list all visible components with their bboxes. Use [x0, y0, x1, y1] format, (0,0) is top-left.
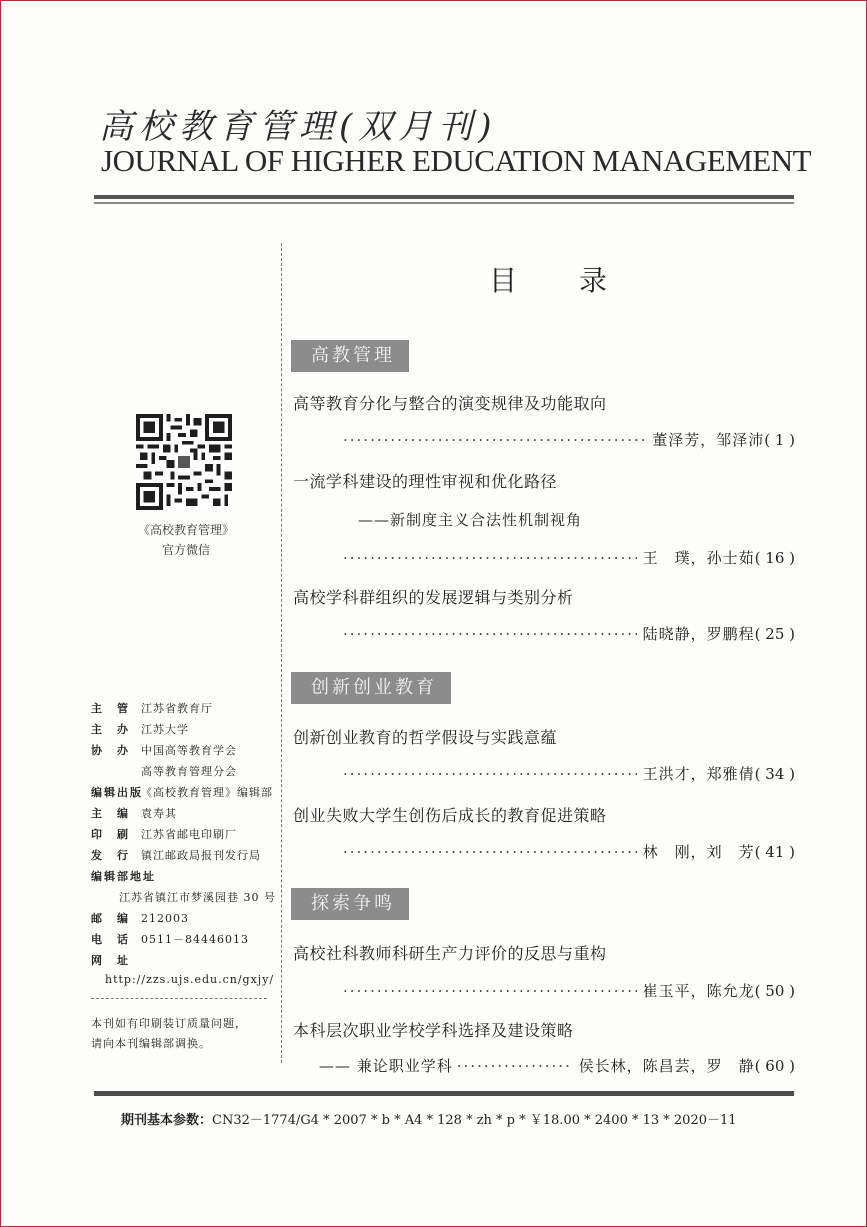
info-row [91, 826, 237, 842]
article-subtitle: ——新制度主义合法性机制视角 [358, 511, 583, 529]
info-value: 江苏省镇江市梦溪园巷 30 号 [119, 891, 276, 904]
info-value: 中国高等教育学会 [141, 744, 237, 757]
info-row [91, 700, 213, 716]
info-key: 主 编 [91, 807, 130, 820]
article-page[interactable]: ( 16 ) [754, 549, 795, 567]
masthead-rule [94, 195, 794, 204]
info-key: 邮 编 [91, 912, 130, 925]
info-value: 高等教育管理分会 [141, 765, 237, 778]
journal-parameters [121, 1109, 737, 1128]
article-authors: 陆晓静，罗鹏程 [642, 625, 755, 643]
article-leader-line [343, 841, 795, 863]
article-title[interactable]: 一流学科建设的理性审视和优化路径 [293, 472, 558, 491]
article-leader-line [319, 1055, 795, 1077]
info-key: 发 行 [91, 849, 130, 862]
article-authors: 崔玉平，陈允龙 [642, 982, 755, 1000]
info-value: 江苏省邮电印刷厂 [141, 828, 237, 841]
article-authors: 王 璞，孙士茹 [642, 549, 755, 567]
info-value: 镇江邮政局报刊发行局 [141, 849, 261, 862]
article-title[interactable]: 创业失败大学生创伤后成长的教育促进策略 [293, 806, 607, 825]
qr-code-icon[interactable] [136, 414, 232, 510]
journal-title-cn-text: 高校教育管理 [99, 107, 339, 147]
article-title[interactable]: 高等教育分化与整合的演变规律及功能取向 [293, 394, 607, 413]
leader-dots [343, 765, 637, 783]
section-tag-gaojiao: 高教管理 [291, 340, 409, 372]
info-row [91, 763, 237, 779]
info-key: 编辑出版 [91, 786, 143, 799]
info-row [91, 784, 273, 800]
leader-dots [343, 843, 637, 861]
info-row [91, 742, 237, 758]
info-row [91, 931, 249, 947]
parameters-label: 期刊基本参数： [121, 1113, 213, 1128]
article-title[interactable]: 本科层次职业学校学科选择及建设策略 [293, 1021, 574, 1040]
article-title[interactable]: 创新创业教育的哲学假设与实践意蕴 [293, 728, 558, 747]
article-lead-subtitle: —— 兼论职业学科 [319, 1057, 453, 1075]
article-authors: 王洪才，郑雅倩 [642, 765, 755, 783]
info-divider [91, 998, 267, 999]
parameters-value: CN32－1774/G4 * 2007 * b * A4 * 128 * zh * p * ￥18.00 * 2400 * 13 * 2020－11 [212, 1113, 737, 1128]
article-leader-line [343, 980, 795, 1002]
qr-caption-title: 《高校教育管理》 [137, 523, 234, 537]
article-page[interactable]: ( 34 ) [754, 765, 795, 783]
info-value: 袁寿其 [141, 807, 177, 820]
info-key: 网 址 [91, 954, 130, 967]
journal-title-cn [99, 99, 498, 148]
article-leader-line [343, 623, 795, 645]
info-key: 协 办 [91, 744, 130, 757]
qr-caption-subtitle: 官方微信 [161, 543, 210, 557]
info-row [91, 847, 261, 863]
article-authors: 侯长林，陈昌芸，罗 静 [578, 1057, 755, 1075]
info-value: 江苏大学 [141, 723, 189, 736]
journal-frequency: (双月刊) [339, 107, 498, 147]
info-row [91, 868, 156, 884]
article-authors: 林 刚，刘 芳 [642, 843, 755, 861]
info-row [91, 721, 189, 737]
info-key: 主 管 [91, 702, 130, 715]
toc-heading: 目录 [489, 264, 670, 297]
info-value: 《高校教育管理》编辑部 [141, 786, 273, 799]
section-tag-tansuo: 探索争鸣 [291, 888, 409, 920]
article-page[interactable]: ( 41 ) [754, 843, 795, 861]
article-page[interactable]: ( 1 ) [764, 431, 795, 449]
leader-dots [343, 549, 637, 567]
info-key: 主 办 [91, 723, 130, 736]
article-leader-line [343, 763, 795, 785]
info-row [91, 952, 141, 968]
article-title[interactable]: 高校社科教师科研生产力评价的反思与重构 [293, 944, 607, 963]
info-row [91, 910, 189, 926]
leader-dots [457, 1057, 573, 1075]
article-leader-line [343, 429, 795, 451]
leader-dots [343, 625, 637, 643]
info-key: 电 话 [91, 933, 130, 946]
article-page[interactable]: ( 60 ) [754, 1057, 795, 1075]
notice-line: 请向本刊编辑部调换。 [91, 1037, 211, 1050]
article-title[interactable]: 高校学科群组织的发展逻辑与类别分析 [293, 588, 574, 607]
website-link[interactable]: http://zzs.ujs.edu.cn/gxjy/ [105, 973, 275, 986]
notice-line: 本刊如有印刷装订质量问题， [91, 1017, 247, 1030]
article-page[interactable]: ( 50 ) [754, 982, 795, 1000]
info-key: 印 刷 [91, 828, 130, 841]
info-row [105, 973, 274, 986]
article-page[interactable]: ( 25 ) [754, 625, 795, 643]
section-tag-chuangxin: 创新创业教育 [291, 672, 451, 704]
leader-dots [343, 431, 646, 449]
info-value: 212003 [141, 912, 189, 925]
column-divider [281, 243, 282, 1063]
info-row [119, 889, 276, 905]
article-authors: 董泽芳，邹泽沛 [652, 431, 765, 449]
info-value: 0511－84446013 [141, 933, 249, 946]
info-value: 江苏省教育厅 [141, 702, 213, 715]
info-row [91, 805, 177, 821]
article-leader-line [343, 547, 795, 569]
journal-title-en: JOURNAL OF HIGHER EDUCATION MANAGEMENT [101, 143, 812, 178]
info-key: 编辑部地址 [91, 870, 156, 883]
leader-dots [343, 982, 637, 1000]
footer-rule [94, 1091, 794, 1096]
